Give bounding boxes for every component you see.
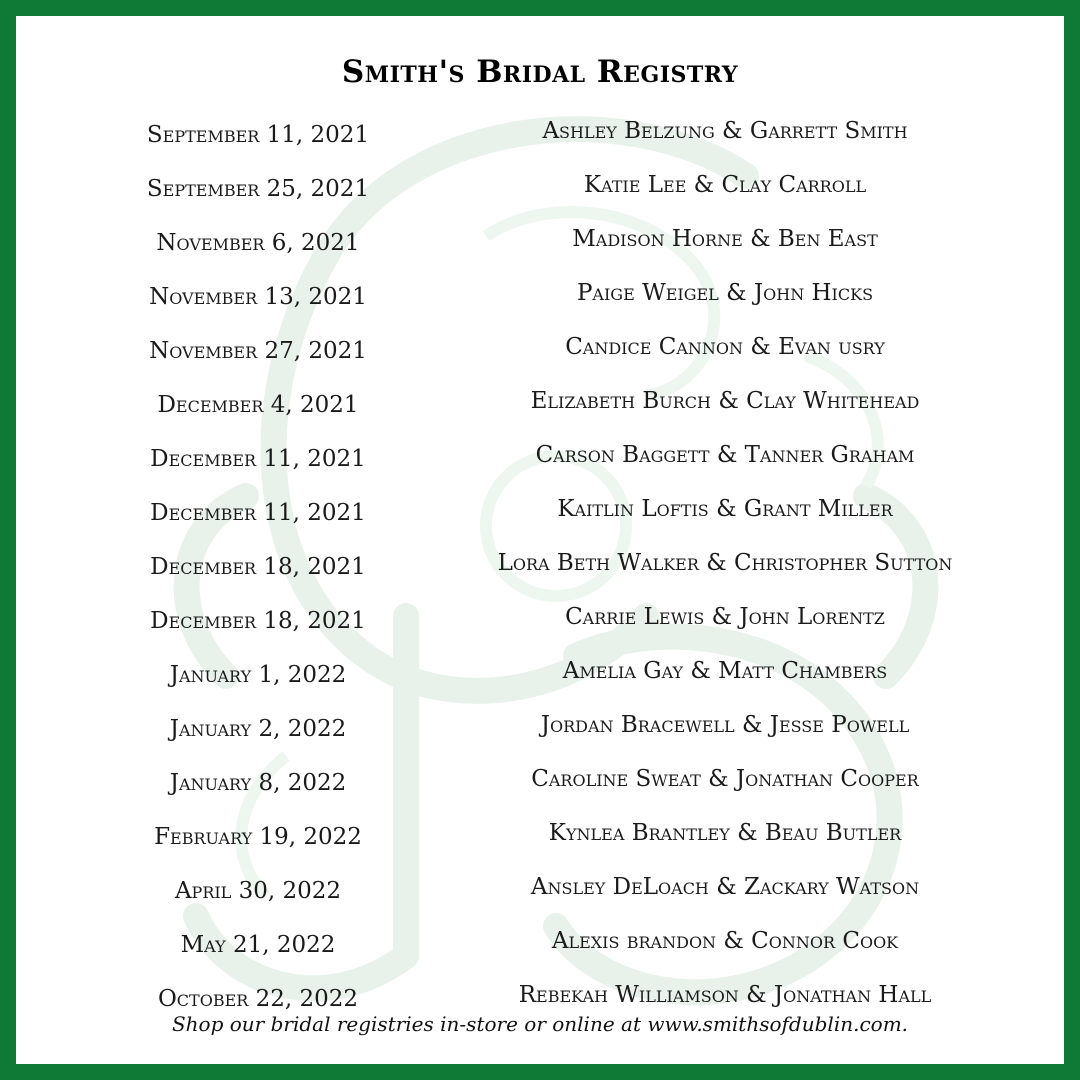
registry-row (16, 334, 1064, 378)
registry-row (16, 442, 1064, 486)
registry-row (16, 388, 1064, 432)
registry-couple: Caroline Sweat & Jonathan Cooper (531, 766, 919, 792)
registry-date: October 22, 2022 (157, 986, 359, 1012)
registry-row (16, 496, 1064, 540)
registry-row (16, 550, 1064, 594)
registry-row (16, 658, 1064, 702)
registry-couple: Ansley DeLoach & Zackary Watson (530, 874, 920, 900)
registry-couple: Lora Beth Walker & Christopher Sutton (497, 550, 953, 576)
registry-row (16, 766, 1064, 810)
registry-couple: Elizabeth Burch & Clay Whitehead (530, 388, 920, 414)
registry-couple: Ashley Belzung & Garrett Smith (542, 118, 908, 144)
registry-couple: Rebekah Williamson & Jonathan Hall (518, 982, 932, 1008)
page-title: Smith's Bridal Registry (341, 54, 739, 90)
registry-date: September 25, 2021 (146, 176, 370, 202)
registry-couple: Carrie Lewis & John Lorentz (565, 604, 885, 630)
registry-couple: Madison Horne & Ben East (572, 226, 878, 252)
footer-text: Shop our bridal registries in-store or online at www.smithsofdublin.com. (171, 1012, 909, 1036)
registry-couple: Katie Lee & Clay Carroll (583, 172, 867, 198)
registry-row (16, 928, 1064, 972)
registry-row (16, 712, 1064, 756)
registry-date: January 8, 2022 (169, 770, 347, 796)
registry-date: January 2, 2022 (169, 716, 347, 742)
registry-date: November 13, 2021 (149, 284, 367, 310)
registry-row (16, 874, 1064, 918)
registry-date: December 18, 2021 (150, 554, 366, 580)
registry-couple: Jordan Bracewell & Jesse Powell (540, 712, 910, 738)
registry-date: April 30, 2022 (174, 878, 342, 904)
registry-couple: Kaitlin Loftis & Grant Miller (557, 496, 893, 522)
registry-date: December 4, 2021 (157, 392, 359, 418)
registry-row (16, 280, 1064, 324)
registry-date: December 18, 2021 (150, 608, 366, 634)
registry-date: May 21, 2022 (180, 932, 336, 958)
registry-date: December 11, 2021 (150, 500, 366, 526)
registry-row (16, 226, 1064, 270)
registry-date: January 1, 2022 (169, 662, 347, 688)
registry-couple: Paige Weigel & John Hicks (576, 280, 874, 306)
registry-date: November 6, 2021 (156, 230, 360, 256)
registry-date: September 11, 2021 (146, 122, 370, 148)
registry-date: February 19, 2022 (154, 824, 362, 850)
registry-row (16, 118, 1064, 162)
registry-couple: Kynlea Brantley & Beau Butler (548, 820, 902, 846)
registry-couple: Alexis brandon & Connor Cook (551, 928, 899, 954)
registry-date: November 27, 2021 (149, 338, 367, 364)
registry-date: December 11, 2021 (150, 446, 366, 472)
registry-row (16, 820, 1064, 864)
registry-couple: Candice Cannon & Evan usry (565, 334, 885, 360)
registry-row (16, 172, 1064, 216)
registry-row (16, 604, 1064, 648)
registry-couple: Carson Baggett & Tanner Graham (535, 442, 915, 468)
registry-couple: Amelia Gay & Matt Chambers (562, 658, 888, 684)
registry-list (16, 16, 1064, 1064)
